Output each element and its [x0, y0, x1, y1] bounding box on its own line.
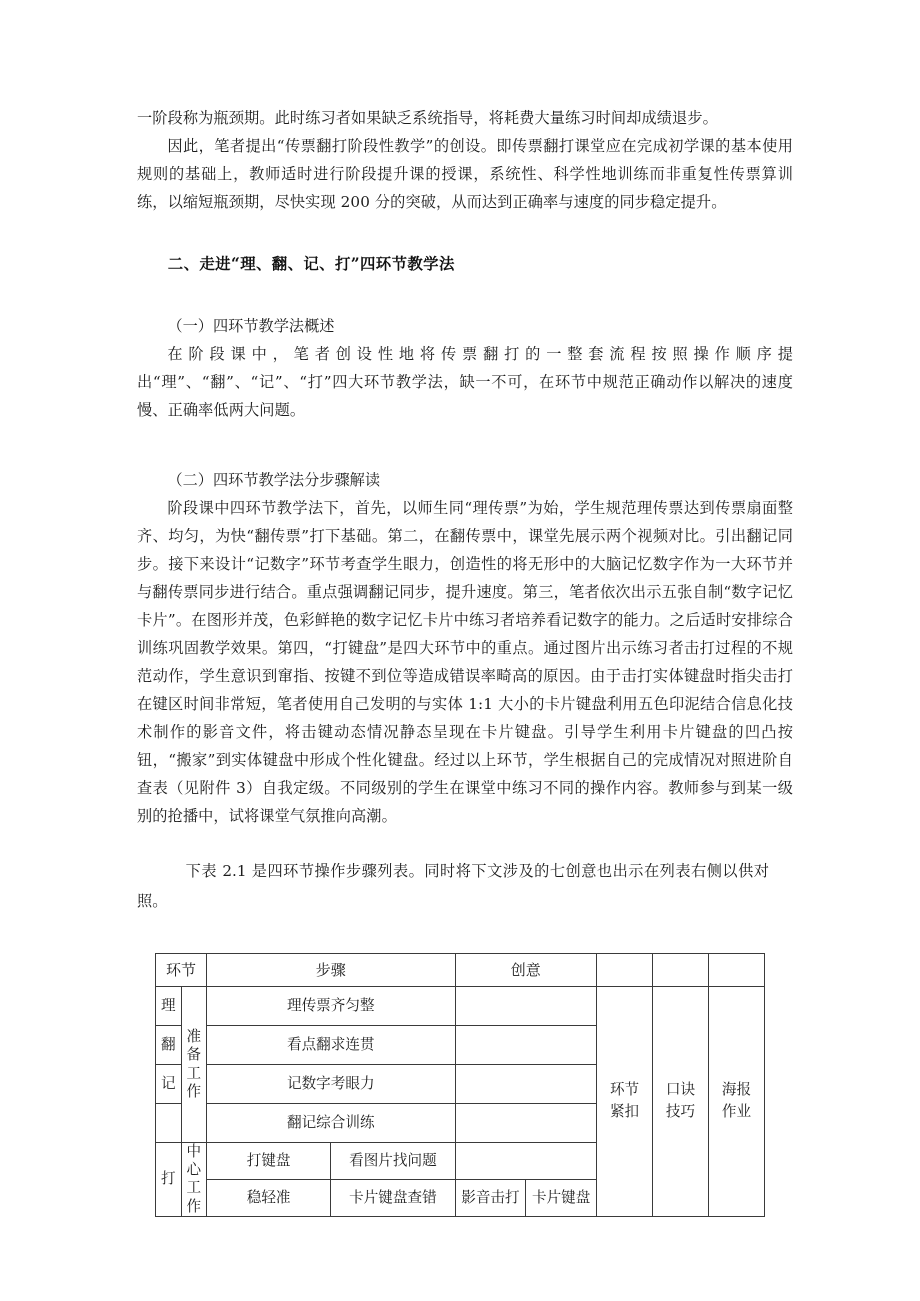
vertical-idea-line-3: 口诀 — [665, 1080, 696, 1098]
substep-cell-steady: 稳轻准 — [207, 1179, 331, 1216]
idea-cell-empty-5 — [455, 1143, 597, 1180]
table-row — [156, 987, 765, 1026]
document-body — [137, 104, 793, 916]
idea-cell-empty-2 — [455, 1026, 597, 1065]
header-cell-idea-spacer-1 — [597, 954, 653, 987]
paragraph-proposal: 因此，笔者提出“传票翻打阶段性教学”的创设。即传票翻打课堂应在完成初学课的基本使用规则的基础上，教师适时进行阶段提升课的授课，系统性、科学性地训练而非重复性传票算训练，以缩短瓶颈期，尽快实现 200 分的突破，从而达到正确率与速度的同步稳定提升。 — [137, 137, 793, 211]
section-heading: 二、走进“理、翻、记、打”四环节教学法 — [167, 255, 455, 273]
four-step-table — [155, 953, 765, 1217]
vertical-idea-line-1: 环节 — [609, 1080, 640, 1098]
substep-cell-keyboard: 打键盘 — [207, 1143, 331, 1180]
header-cell-idea-spacer-3 — [708, 954, 764, 987]
table-header-row — [156, 954, 765, 987]
vertical-idea-line-2: 紧扣 — [609, 1103, 640, 1121]
link-cell-blank — [156, 1104, 182, 1143]
step-cell-4: 翻记综合训练 — [207, 1104, 456, 1143]
spacer — [137, 830, 793, 856]
header-cell-link: 环节 — [156, 954, 207, 987]
subsection-one-body: 在阶段课中，笔者创设性地将传票翻打的一整套流程按照操作顺序提出“理”、“翻”、“记”、“打”四大环节教学法，缺一不可，在环节中规范正确动作以解决的速度慢、正确率低两大问题。 — [137, 345, 793, 419]
work-group-prep: 准备工作 — [181, 987, 207, 1143]
step-cell-3: 记数字考眼力 — [207, 1065, 456, 1104]
spacer — [137, 216, 793, 250]
vertical-idea-mnemonic — [653, 987, 709, 1217]
idea-cell-empty-4 — [455, 1104, 597, 1143]
step-cell-5: 看图片找问题 — [331, 1143, 455, 1180]
idea-cell-av: 影音击打 — [455, 1179, 526, 1216]
vertical-idea-line-4: 技巧 — [665, 1103, 696, 1121]
spacer — [137, 424, 793, 466]
vertical-idea-link-tight — [597, 987, 653, 1217]
link-cell-da: 打 — [156, 1143, 182, 1217]
vertical-idea-poster — [708, 987, 764, 1217]
steps-table-container — [155, 953, 765, 1217]
step-cell-2: 看点翻求连贯 — [207, 1026, 456, 1065]
table-caption: 下表 2.1 是四环节操作步骤列表。同时将下文涉及的七创意也出示在列表右侧以供对照。 — [137, 862, 769, 910]
spacer — [137, 278, 793, 312]
vertical-idea-line-6: 作业 — [721, 1103, 752, 1121]
subsection-one-title: （一）四环节教学法概述 — [167, 317, 335, 335]
idea-cell-empty-1 — [455, 987, 597, 1026]
step-cell-6: 卡片键盘查错 — [331, 1179, 455, 1216]
subsection-two-body: 阶段课中四环节教学法下，首先，以师生同“理传票”为始，学生规范理传票达到传票扇面整齐、均匀，为快“翻传票”打下基础。第二，在翻传票中，课堂先展示两个视频对比。引出翻记同步。接下来设计“记数字”环节考查学生眼力，创造性的将无形中的大脑记忆数字作为一大环节并与翻传票同步进行结合。重点强调翻记同步，提升速度。第三，笔者依次出示五张自制“数字记忆卡片”。在图形并茂，色彩鲜艳的数字记忆卡片中练习者培养看记数字的能力。之后适时安排综合训练巩固教学效果。第四，“打键盘”是四大环节中的重点。通过图片出示练习者击打过程的不规范动作，学生意识到窜指、按键不到位等造成错误率畸高的原因。由于击打实体键盘时指尖击打在键区时间非常短，笔者使用自己发明的与实体 1:1 大小的卡片键盘利用五色印泥结合信息化技术制作的影音文件，将击键动态情况静态呈现在卡片键盘。引导学生利用卡片键盘的凹凸按钮，“搬家”到实体键盘中形成个性化键盘。经过以上环节，学生根据自己的完成情况对照进阶自查表（见附件 3）自我定级。不同级别的学生在课堂中练习不同的操作内容。教师参与到某一级别的抢播中，试将课堂气氛推向高潮。 — [137, 499, 793, 825]
table-caption-block — [137, 856, 769, 916]
vertical-idea-line-5: 海报 — [721, 1080, 752, 1098]
header-cell-idea-spacer-2 — [653, 954, 709, 987]
link-cell-li: 理 — [156, 987, 182, 1026]
idea-cell-empty-3 — [455, 1065, 597, 1104]
link-cell-fan: 翻 — [156, 1026, 182, 1065]
subsection-two-title: （二）四环节教学法分步骤解读 — [167, 471, 381, 489]
link-cell-ji: 记 — [156, 1065, 182, 1104]
header-cell-step: 步骤 — [207, 954, 456, 987]
idea-cell-card-keyboard: 卡片键盘 — [526, 1179, 597, 1216]
paragraph-continuation: 一阶段称为瓶颈期。此时练习者如果缺乏系统指导，将耗费大量练习时间却成绩退步。 — [137, 109, 718, 127]
header-cell-idea: 创意 — [455, 954, 597, 987]
step-cell-1: 理传票齐匀整 — [207, 987, 456, 1026]
work-group-core: 中心工作 — [181, 1143, 207, 1217]
